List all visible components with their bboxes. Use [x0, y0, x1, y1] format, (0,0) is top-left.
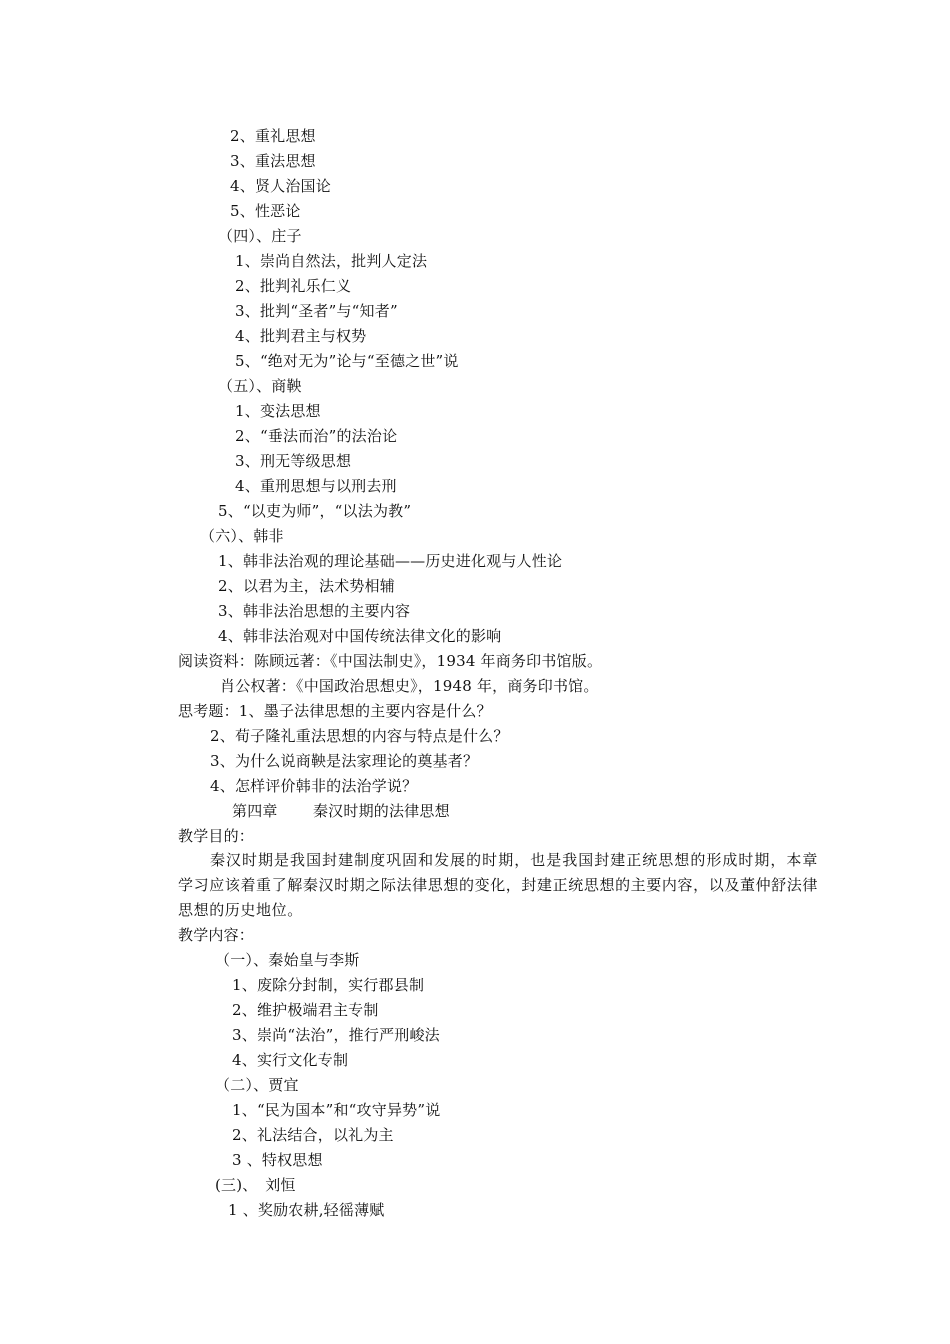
teaching-goal-label: 教学目的： — [178, 827, 255, 845]
text-line: 1、变法思想 — [235, 402, 321, 420]
section-heading: （二）、贾宜 — [215, 1076, 299, 1094]
reading-materials-item: 肖公权著：《中国政治思想史》，1948 年，商务印书馆。 — [220, 677, 599, 695]
section-heading: （六）、韩非 — [200, 527, 284, 545]
text-line: 5、“绝对无为”论与“至德之世”说 — [235, 352, 459, 370]
text-line: 3、崇尚“法治”，推行严刑峻法 — [232, 1026, 440, 1044]
text-line: 1、韩非法治观的理论基础——历史进化观与人性论 — [218, 552, 563, 570]
text-line: 3、批判“圣者”与“知者” — [235, 302, 398, 320]
review-question: 2、荀子隆礼重法思想的内容与特点是什么？ — [210, 727, 509, 745]
review-question: 4、怎样评价韩非的法治学说？ — [210, 777, 418, 795]
section-heading: （五）、商鞅 — [218, 377, 302, 395]
text-line: 4、韩非法治观对中国传统法律文化的影响 — [218, 627, 502, 645]
section-heading: （一）、秦始皇与李斯 — [215, 951, 360, 969]
text-line: 2、维护极端君主专制 — [232, 1001, 379, 1019]
text-line: 3、韩非法治思想的主要内容 — [218, 602, 411, 620]
text-line: 1、废除分封制，实行郡县制 — [232, 976, 425, 994]
text-line: 3、刑无等级思想 — [235, 452, 352, 470]
section-heading: （四）、庄子 — [218, 227, 302, 245]
review-questions: 思考题：1、墨子法律思想的主要内容是什么？ — [178, 702, 492, 720]
text-line: 4、贤人治国论 — [230, 177, 331, 195]
text-line: 2、以君为主，法术势相辅 — [218, 577, 395, 595]
text-line: 5、性恶论 — [230, 202, 301, 220]
text-line: 1、“民为国本”和“攻守异势”说 — [232, 1101, 441, 1119]
text-line: 4、重刑思想与以刑去刑 — [235, 477, 397, 495]
text-line: 2、批判礼乐仁义 — [235, 277, 352, 295]
text-line: 4、实行文化专制 — [232, 1051, 349, 1069]
text-line: 1 、奖励农耕,轻徭薄赋 — [228, 1201, 385, 1219]
section-heading: (三)、 刘恒 — [215, 1176, 296, 1194]
text-line: 5、“以吏为师”，“以法为教” — [218, 502, 412, 520]
text-line: 2、重礼思想 — [230, 127, 316, 145]
text-line: 4、批判君主与权势 — [235, 327, 367, 345]
reading-materials: 阅读资料：陈顾远著：《中国法制史》，1934 年商务印书馆版。 — [178, 652, 603, 670]
teaching-content-label: 教学内容： — [178, 926, 255, 944]
text-line: 3 、特权思想 — [232, 1151, 323, 1169]
text-line: 3、重法思想 — [230, 152, 316, 170]
review-question: 3、为什么说商鞅是法家理论的奠基者？ — [210, 752, 479, 770]
text-line: 2、礼法结合，以礼为主 — [232, 1126, 394, 1144]
teaching-goal-paragraph: 秦汉时期是我国封建制度巩固和发展的时期，也是我国封建正统思想的形成时期，本章学习应该着重了解秦汉时期之际法律思想的变化，封建正统思想的主要内容，以及董仲舒法律思想的历史地位。 — [178, 851, 818, 919]
text-line: 1、崇尚自然法，批判人定法 — [235, 252, 428, 270]
text-line: 2、“垂法而治”的法治论 — [235, 427, 398, 445]
chapter-title: 第四章 秦汉时期的法律思想 — [232, 802, 450, 820]
